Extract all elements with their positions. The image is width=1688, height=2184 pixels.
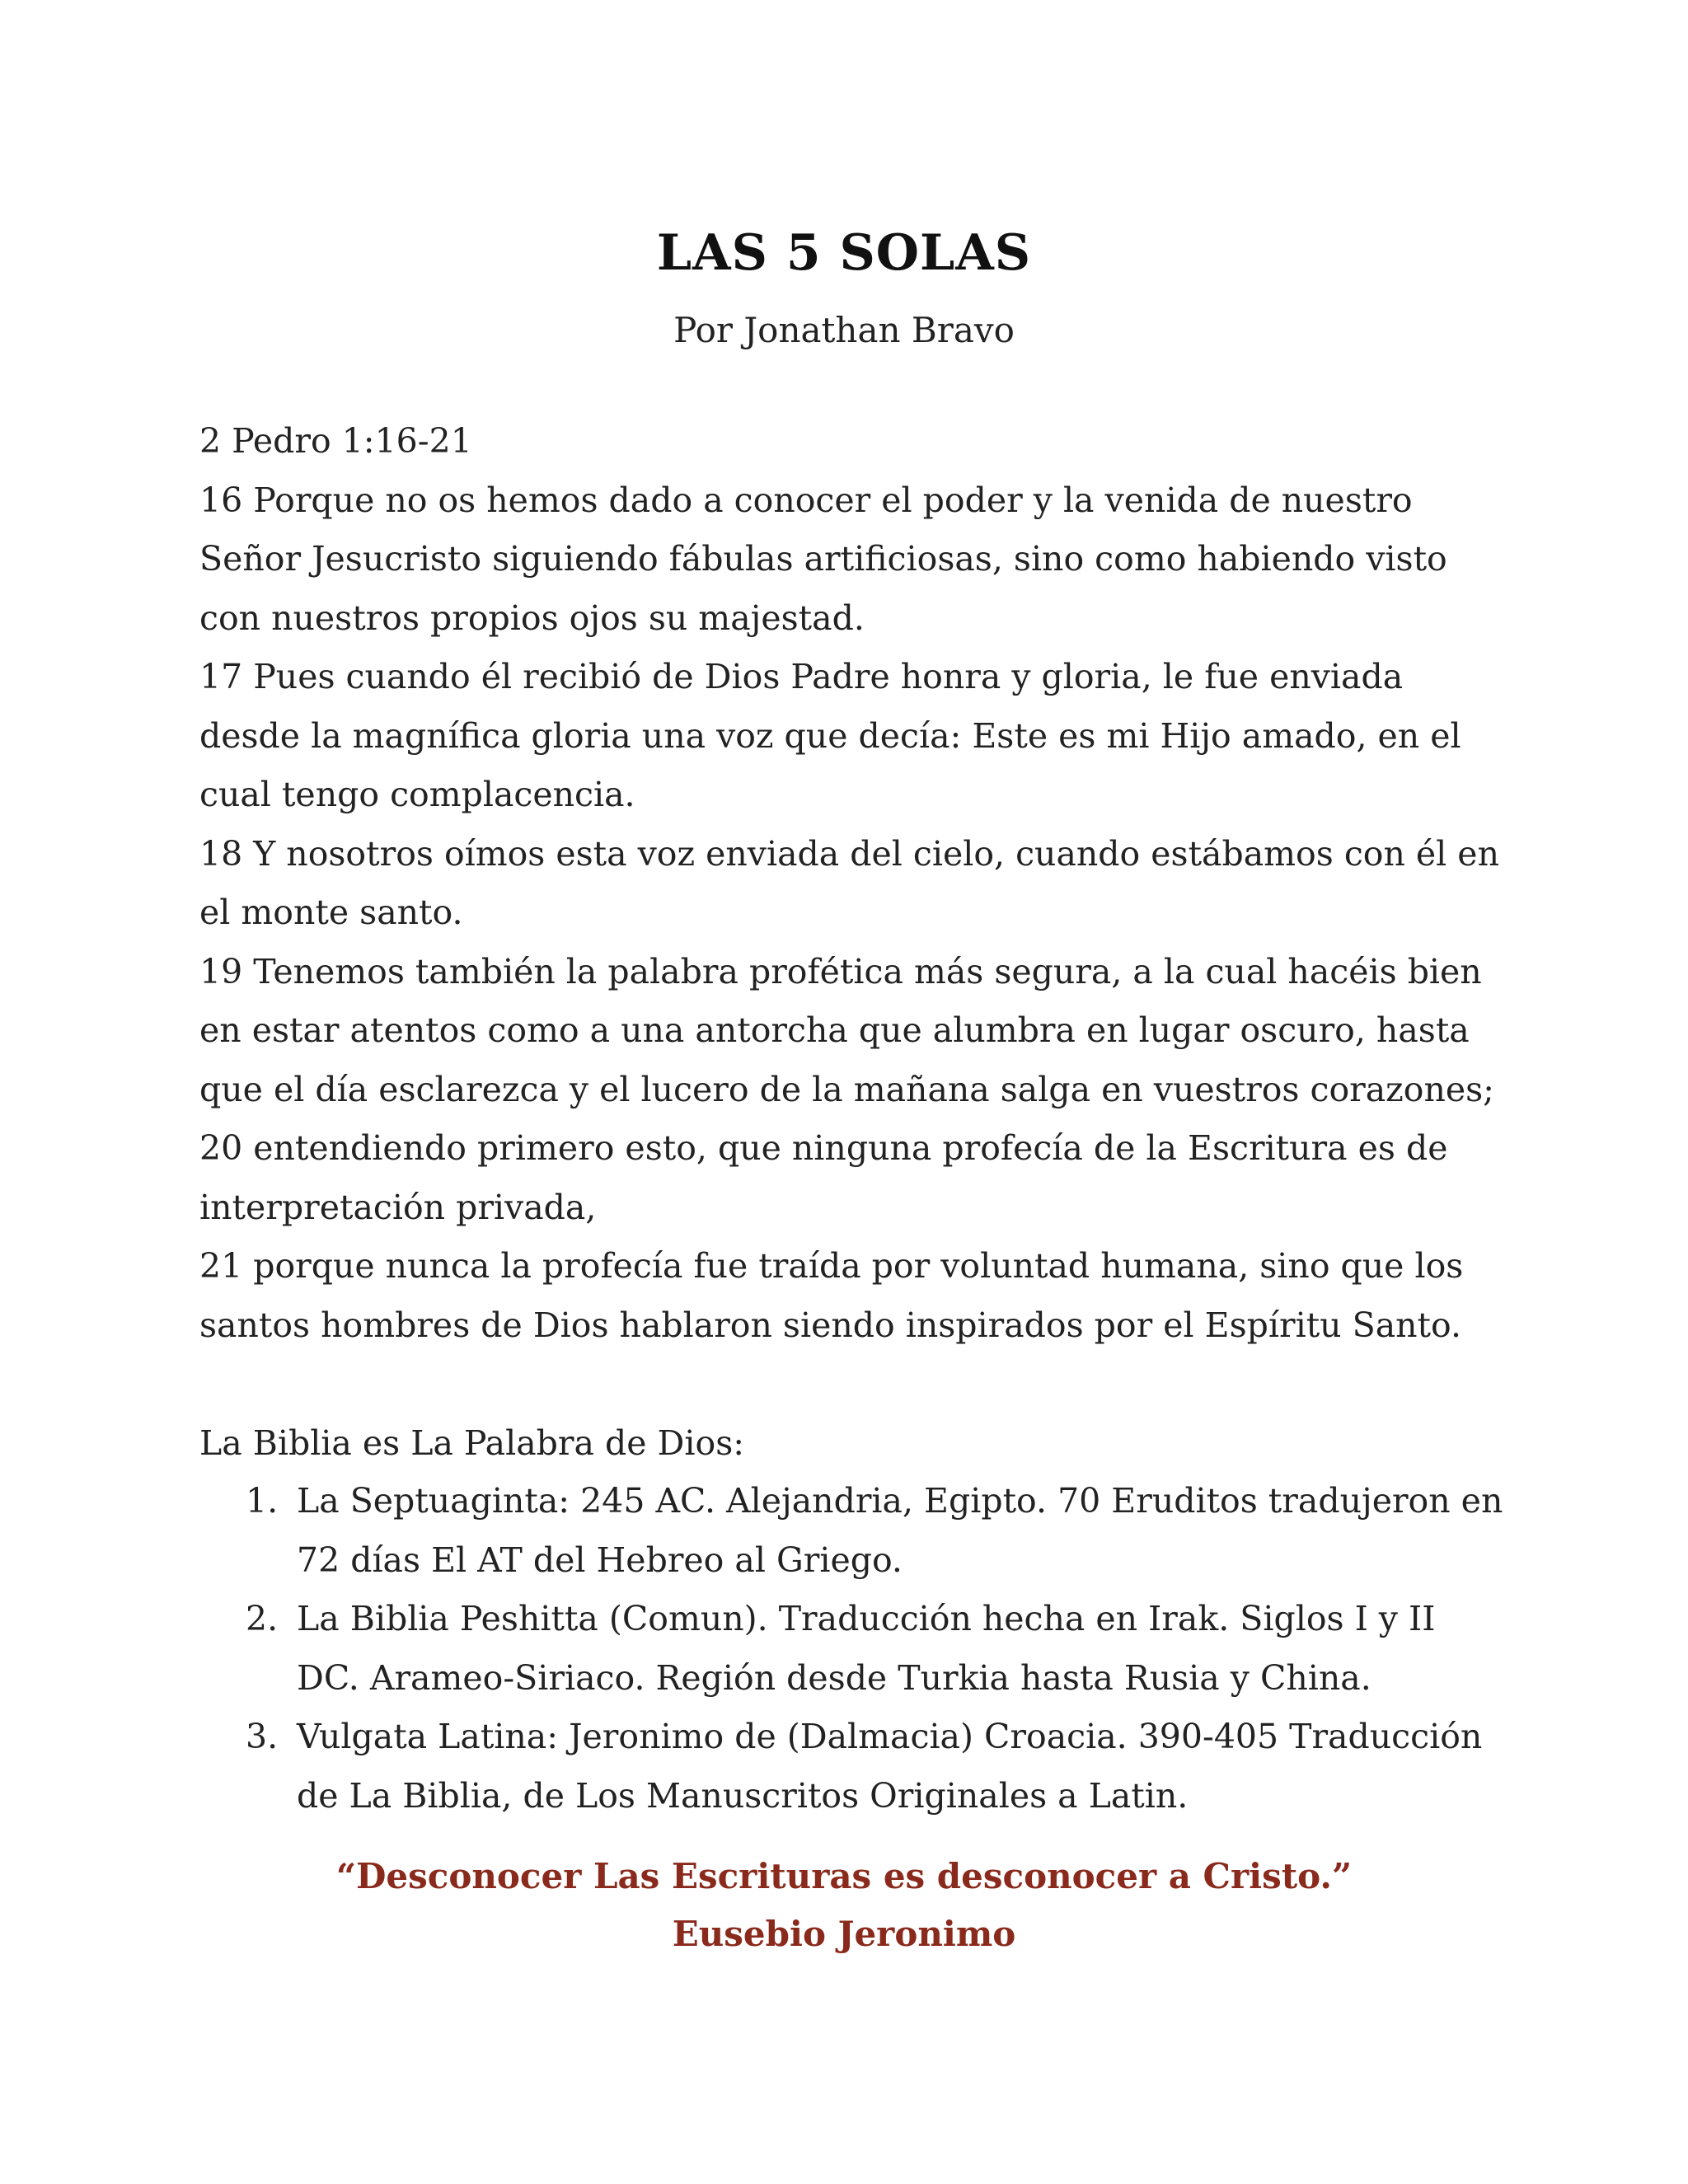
list-number: 2. xyxy=(246,1599,279,1638)
list-item-line: de La Biblia, de Los Manuscritos Originales a Latin. xyxy=(297,1775,1189,1816)
verse-line: 18 Y nosotros oímos esta voz enviada del cielo, cuando estábamos con él en xyxy=(199,833,1499,874)
verse-line: 17 Pues cuando él recibió de Dios Padre honra y gloria, le fue enviada xyxy=(199,657,1404,696)
quote-attribution: Eusebio Jeronimo xyxy=(672,1914,1016,1954)
verse-line: en estar atentos como a una antorcha que alumbra en lugar oscuro, hasta xyxy=(199,1010,1470,1050)
document-author: Por Jonathan Bravo xyxy=(673,310,1015,350)
closing-quote xyxy=(0,1848,1688,1963)
verse-line: el monte santo. xyxy=(199,893,463,932)
list-item xyxy=(199,1590,1502,1708)
list-item-line: 72 días El AT del Hebreo al Griego. xyxy=(297,1540,903,1580)
verse-line: que el día esclarezca y el lucero de la mañana salga en vuestros corazones; xyxy=(199,1069,1494,1109)
list-number: 1. xyxy=(246,1481,279,1521)
verse-line: cual tengo complacencia. xyxy=(199,775,635,814)
verse-line: Señor Jesucristo siguiendo fábulas artificiosas, sino como habiendo visto xyxy=(199,539,1447,579)
verse-line: 20 entendiendo primero esto, que ninguna profecía de la Escritura es de xyxy=(199,1128,1448,1168)
list-item-line: Vulgata Latina: Jeronimo de (Dalmacia) Croacia. 390-405 Traducción xyxy=(297,1717,1483,1756)
verse-line: desde la magnífica gloria una voz que decía: Este es mi Hijo amado, en el xyxy=(199,715,1461,756)
list-item-line: DC. Arameo-Siriaco. Región desde Turkia hasta Rusia y China. xyxy=(297,1657,1372,1698)
list-item xyxy=(199,1472,1502,1590)
scripture-reference: 2 Pedro 1:16-21 xyxy=(199,421,472,461)
verse-line: 19 Tenemos también la palabra profética más segura, a la cual hacéis bien xyxy=(199,951,1482,991)
verse-line: 21 porque nunca la profecía fue traída por voluntad humana, sino que los xyxy=(199,1246,1464,1286)
quote-text: “Desconocer Las Escrituras es desconocer a Cristo.” xyxy=(335,1856,1353,1896)
list-item-line: La Septuaginta: 245 AC. Alejandria, Egipto. 70 Eruditos tradujeron en xyxy=(297,1481,1503,1521)
list-item xyxy=(199,1708,1502,1825)
verse-line: santos hombres de Dios hablaron siendo inspirados por el Espíritu Santo. xyxy=(199,1305,1462,1345)
bible-versions-list xyxy=(199,1472,1502,1825)
verse-line: con nuestros propios ojos su majestad. xyxy=(199,598,865,638)
verse-line: 16 Porque no os hemos dado a conocer el poder y la venida de nuestro xyxy=(199,480,1413,520)
document-title: LAS 5 SOLAS xyxy=(656,224,1032,282)
list-item-line: La Biblia Peshitta (Comun). Traducción hecha en Irak. Siglos I y II xyxy=(297,1599,1436,1638)
section-heading: La Biblia es La Palabra de Dios: xyxy=(199,1422,745,1463)
paragraph-gap xyxy=(199,1355,1502,1414)
verse-line: interpretación privada, xyxy=(199,1187,597,1227)
scripture-passage xyxy=(199,412,1502,1473)
list-number: 3. xyxy=(246,1717,279,1756)
